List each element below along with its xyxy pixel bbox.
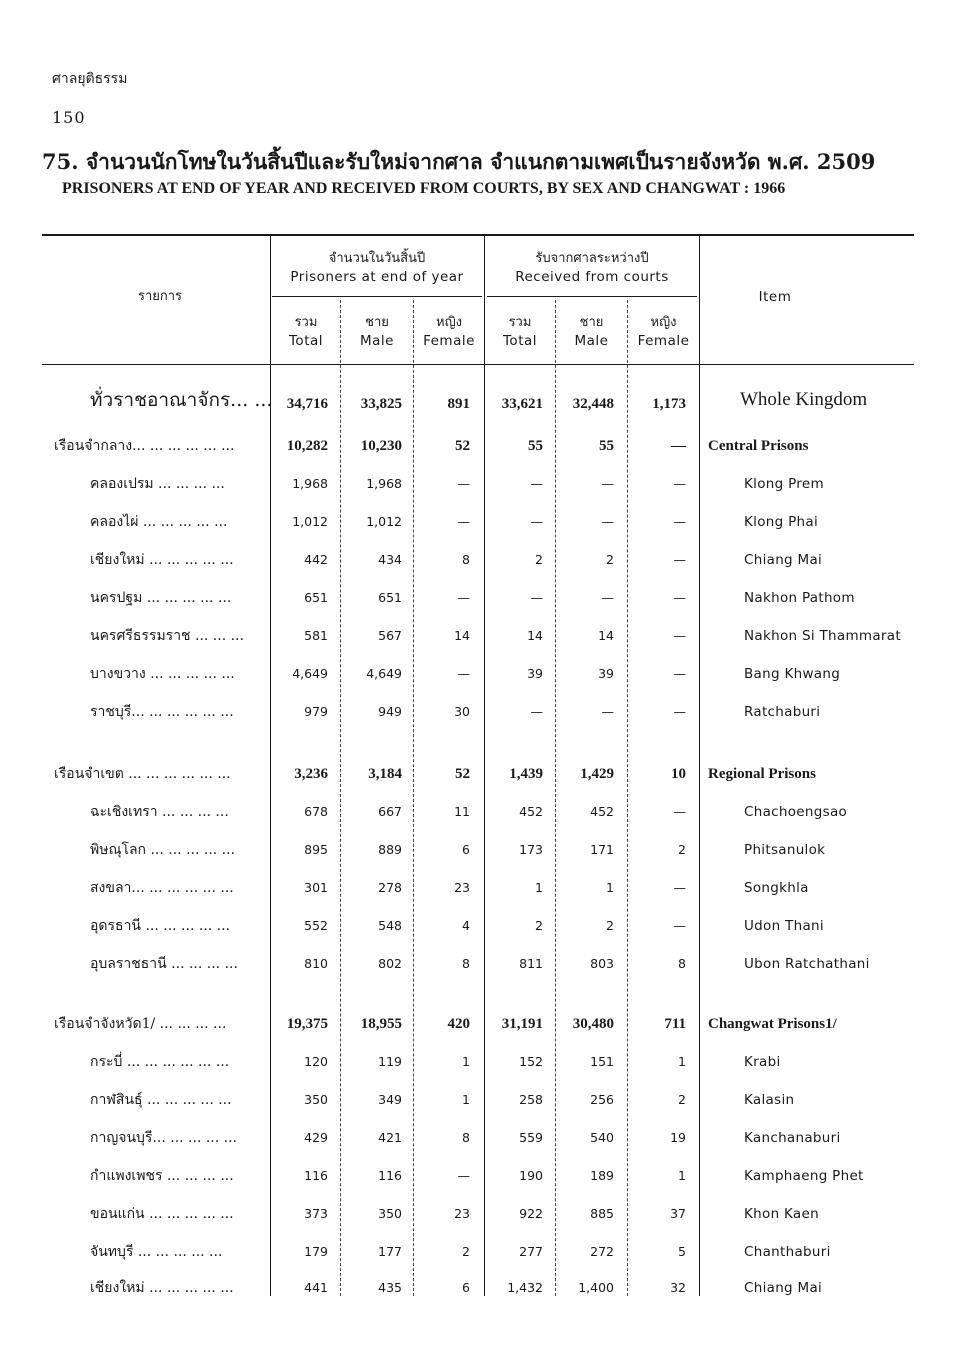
table-row — [0, 696, 966, 726]
value-cell: — — [673, 804, 686, 819]
value-cell: 151 — [590, 1054, 614, 1069]
value-cell: — — [601, 514, 614, 529]
row-label-english: Bang Khwang — [744, 666, 841, 682]
row-label-thai: ฉะเชิงเทรา ... ... ... ... — [90, 804, 229, 820]
group-header-received: รับจากศาลระหว่างปี Received from courts — [515, 251, 669, 285]
row-label-english: Changwat Prisons1/ — [708, 1016, 837, 1032]
row-label-thai: ขอนแก่น ... ... ... ... ... — [90, 1206, 234, 1222]
value-cell: 19 — [670, 1130, 686, 1145]
value-cell: 33,621 — [501, 396, 543, 412]
value-cell: 2 — [535, 918, 543, 933]
value-cell: 116 — [378, 1168, 402, 1183]
value-cell: — — [457, 514, 470, 529]
table-row — [0, 1198, 966, 1228]
value-cell: 651 — [378, 590, 402, 605]
value-cell: 39 — [598, 666, 614, 681]
table-row — [0, 1122, 966, 1152]
table-row — [0, 544, 966, 574]
value-cell: 277 — [519, 1244, 543, 1259]
value-cell: 922 — [519, 1206, 543, 1221]
value-cell: 2 — [535, 552, 543, 567]
table-row — [0, 468, 966, 498]
row-label-thai: กระบี่ ... ... ... ... ... ... — [90, 1054, 230, 1070]
row-label-thai: พิษณุโลก ... ... ... ... ... — [90, 842, 236, 858]
value-cell: 37 — [670, 1206, 686, 1221]
value-cell: 34,716 — [286, 396, 328, 412]
value-cell: — — [673, 666, 686, 681]
value-cell: 278 — [378, 880, 402, 895]
value-cell: 373 — [304, 1206, 328, 1221]
value-cell: 452 — [590, 804, 614, 819]
row-label-thai: กาฬสินธุ์ ... ... ... ... ... — [90, 1092, 232, 1108]
row-label-thai: ทั่วราชอาณาจักร... ... — [90, 389, 273, 411]
row-label-english: Kanchanaburi — [744, 1130, 841, 1146]
value-cell: 810 — [304, 956, 328, 971]
value-cell: 5 — [678, 1244, 686, 1259]
row-label-thai: เรือนจำจังหวัด1/ ... ... ... ... — [54, 1016, 227, 1032]
value-cell: 349 — [378, 1092, 402, 1107]
group-header-end-of-year: จำนวนในวันสิ้นปี Prisoners at end of year — [290, 251, 464, 285]
value-cell: 2 — [606, 552, 614, 567]
table-row — [0, 1272, 966, 1302]
value-cell: 1 — [462, 1092, 470, 1107]
row-label-thai: เรือนจำกลาง... ... ... ... ... ... — [54, 438, 235, 454]
row-label-english: Krabi — [744, 1054, 781, 1070]
row-label-english: Klong Prem — [744, 476, 824, 492]
table-row — [0, 582, 966, 612]
value-cell: — — [457, 1168, 470, 1183]
col-header-male: ชาย Male — [360, 315, 394, 349]
row-label-thai: เรือนจำเขต ... ... ... ... ... ... — [54, 766, 231, 782]
value-cell: — — [601, 704, 614, 719]
value-cell: 442 — [304, 552, 328, 567]
value-cell: 350 — [378, 1206, 402, 1221]
value-cell: 3,236 — [294, 766, 328, 782]
value-cell: 979 — [304, 704, 328, 719]
value-cell: 14 — [454, 628, 470, 643]
value-cell: 895 — [304, 842, 328, 857]
value-cell: 11 — [454, 804, 470, 819]
value-cell: — — [530, 476, 543, 491]
value-cell: 667 — [378, 804, 402, 819]
value-cell: 3,184 — [368, 766, 402, 782]
row-label-thai: เชียงใหม่ ... ... ... ... ... — [90, 1280, 234, 1296]
value-cell: 421 — [378, 1130, 402, 1145]
value-cell: 189 — [590, 1168, 614, 1183]
col-header-female: หญิง Female — [637, 315, 690, 349]
value-cell: 949 — [378, 704, 402, 719]
value-cell: 33,825 — [360, 396, 402, 412]
value-cell: — — [673, 628, 686, 643]
value-cell: 1,173 — [652, 396, 686, 412]
value-cell: — — [530, 590, 543, 605]
row-label-thai: เชียงใหม่ ... ... ... ... ... — [90, 552, 234, 568]
value-cell: 802 — [378, 956, 402, 971]
value-cell: 435 — [378, 1280, 402, 1295]
value-cell: 23 — [454, 1206, 470, 1221]
table-row — [0, 834, 966, 864]
value-cell: 256 — [590, 1092, 614, 1107]
value-cell: 1 — [678, 1168, 686, 1183]
value-cell: 1 — [535, 880, 543, 895]
value-cell: 1,432 — [507, 1280, 543, 1295]
row-label-thai: นครศรีธรรมราช ... ... ... — [90, 628, 244, 644]
page-number: 150 — [52, 108, 86, 127]
value-cell: 171 — [590, 842, 614, 857]
value-cell: 1,400 — [578, 1280, 614, 1295]
row-label-thai: อุบลราชธานี ... ... ... ... — [90, 956, 238, 972]
value-cell: 441 — [304, 1280, 328, 1295]
value-cell: 177 — [378, 1244, 402, 1259]
value-cell: 10 — [671, 766, 686, 782]
value-cell: 1,012 — [292, 514, 328, 529]
value-cell: 190 — [519, 1168, 543, 1183]
table-row — [0, 910, 966, 940]
row-label-english: Kalasin — [744, 1092, 795, 1108]
value-cell: 31,191 — [501, 1016, 543, 1032]
value-cell: 552 — [304, 918, 328, 933]
value-cell: 272 — [590, 1244, 614, 1259]
row-label-english: Chiang Mai — [744, 1280, 823, 1296]
col-header-total: รวม Total — [288, 315, 324, 349]
row-label-thai: บางขวาง ... ... ... ... ... — [90, 666, 235, 682]
row-label-thai: คลองเปรม ... ... ... ... — [90, 476, 225, 492]
table-title-english: PRISONERS AT END OF YEAR AND RECEIVED FROM COURTS, BY SEX AND CHANGWAT : 1966 — [62, 180, 786, 197]
value-cell: 8 — [462, 1130, 470, 1145]
value-cell: 10,282 — [286, 438, 328, 454]
row-label-thai: กำแพงเพชร ... ... ... ... — [90, 1168, 234, 1184]
value-cell: 32,448 — [572, 396, 614, 412]
value-cell: 18,955 — [360, 1016, 402, 1032]
value-cell: 14 — [598, 628, 614, 643]
table-row — [0, 430, 966, 460]
value-cell: 30 — [454, 704, 470, 719]
value-cell: 1 — [678, 1054, 686, 1069]
row-label-english: Kamphaeng Phet — [744, 1168, 864, 1184]
value-cell: — — [673, 704, 686, 719]
value-cell: 1 — [606, 880, 614, 895]
value-cell: 301 — [304, 880, 328, 895]
value-cell: 52 — [455, 766, 470, 782]
row-label-english: Khon Kaen — [744, 1206, 819, 1222]
value-cell: 55 — [528, 438, 543, 454]
table-row — [0, 388, 966, 418]
value-cell: — — [530, 704, 543, 719]
value-cell: — — [673, 880, 686, 895]
row-label-thai: กาญจนบุรี... ... ... ... ... — [90, 1130, 237, 1146]
row-label-english: Nakhon Si Thammarat — [744, 628, 901, 644]
table-row — [0, 796, 966, 826]
row-label-thai: นครปฐม ... ... ... ... ... — [90, 590, 232, 606]
value-cell: 32 — [670, 1280, 686, 1295]
value-cell: — — [673, 918, 686, 933]
value-cell: 803 — [590, 956, 614, 971]
row-label-thai: คลองไผ่ ... ... ... ... ... — [90, 514, 228, 530]
value-cell: 350 — [304, 1092, 328, 1107]
row-label-thai: สงขลา... ... ... ... ... ... — [90, 880, 234, 896]
value-cell: 711 — [664, 1016, 686, 1032]
value-cell: 23 — [454, 880, 470, 895]
row-label-english: Udon Thani — [744, 918, 824, 934]
value-cell: 39 — [527, 666, 543, 681]
value-cell: 581 — [304, 628, 328, 643]
value-cell: 891 — [447, 396, 470, 412]
value-cell: — — [673, 590, 686, 605]
row-label-english: Ratchaburi — [744, 704, 821, 720]
value-cell: — — [530, 514, 543, 529]
table-title-thai: 75. จำนวนนักโทษในวันสิ้นปีและรับใหม่จากศาล จำแนกตามเพศเป็นรายจังหวัด พ.ศ. 2509 — [42, 149, 876, 174]
value-cell: 152 — [519, 1054, 543, 1069]
value-cell: 14 — [527, 628, 543, 643]
row-label-english: Chanthaburi — [744, 1244, 831, 1260]
table-row — [0, 948, 966, 978]
value-cell: — — [601, 476, 614, 491]
value-cell: 30,480 — [572, 1016, 614, 1032]
value-cell: 8 — [462, 956, 470, 971]
value-cell: 8 — [462, 552, 470, 567]
value-cell: — — [601, 590, 614, 605]
value-cell: 2 — [678, 1092, 686, 1107]
table-row — [0, 658, 966, 688]
value-cell: 2 — [462, 1244, 470, 1259]
value-cell: 10,230 — [360, 438, 402, 454]
value-cell: 119 — [378, 1054, 402, 1069]
row-label-english: Klong Phai — [744, 514, 819, 530]
row-label-english: Phitsanulok — [744, 842, 826, 858]
row-label-thai: จันทบุรี ... ... ... ... ... — [90, 1244, 223, 1260]
value-cell: — — [457, 666, 470, 681]
value-cell: — — [671, 438, 686, 454]
value-cell: 116 — [304, 1168, 328, 1183]
value-cell: 420 — [447, 1016, 470, 1032]
row-label-english: Whole Kingdom — [740, 389, 868, 410]
value-cell: 540 — [590, 1130, 614, 1145]
col-header-male: ชาย Male — [574, 315, 609, 349]
value-cell: 452 — [519, 804, 543, 819]
col-header-total: รวม Total — [502, 315, 538, 349]
value-cell: 6 — [462, 1280, 470, 1295]
table-row — [0, 506, 966, 536]
value-cell: 811 — [519, 956, 543, 971]
value-cell: 52 — [455, 438, 470, 454]
item-header-thai: รายการ — [137, 289, 183, 304]
table-row — [0, 758, 966, 788]
value-cell: 885 — [590, 1206, 614, 1221]
value-cell: 1,012 — [366, 514, 402, 529]
value-cell: 889 — [378, 842, 402, 857]
value-cell: — — [457, 476, 470, 491]
value-cell: 1,968 — [366, 476, 402, 491]
table-row — [0, 1084, 966, 1114]
value-cell: 8 — [678, 956, 686, 971]
item-header-english: Item — [758, 289, 792, 305]
value-cell: 548 — [378, 918, 402, 933]
value-cell: 6 — [462, 842, 470, 857]
row-label-english: Nakhon Pathom — [744, 590, 855, 606]
row-label-english: Regional Prisons — [708, 766, 816, 782]
row-label-thai: ราชบุรี... ... ... ... ... ... — [90, 704, 234, 720]
section-label: ศาลยุติธรรม — [52, 71, 128, 87]
value-cell: 55 — [599, 438, 614, 454]
value-cell: 429 — [304, 1130, 328, 1145]
table-row — [0, 1046, 966, 1076]
table-row — [0, 1160, 966, 1190]
value-cell: 120 — [304, 1054, 328, 1069]
table-row — [0, 620, 966, 650]
table-row — [0, 1008, 966, 1038]
value-cell: 173 — [519, 842, 543, 857]
value-cell: 1,968 — [292, 476, 328, 491]
value-cell: — — [673, 514, 686, 529]
row-label-thai: อุดรธานี ... ... ... ... ... — [90, 918, 230, 934]
value-cell: 179 — [304, 1244, 328, 1259]
value-cell: — — [457, 590, 470, 605]
value-cell: 4,649 — [366, 666, 402, 681]
row-label-english: Ubon Ratchathani — [744, 956, 870, 972]
value-cell: 651 — [304, 590, 328, 605]
row-label-english: Chiang Mai — [744, 552, 823, 568]
value-cell: 258 — [519, 1092, 543, 1107]
value-cell: 19,375 — [286, 1016, 328, 1032]
value-cell: 678 — [304, 804, 328, 819]
value-cell: 2 — [678, 842, 686, 857]
value-cell: 1 — [462, 1054, 470, 1069]
row-label-english: Chachoengsao — [744, 804, 848, 820]
value-cell: 434 — [378, 552, 402, 567]
value-cell: 1,439 — [509, 766, 543, 782]
value-cell: 2 — [606, 918, 614, 933]
value-cell: — — [673, 476, 686, 491]
value-cell: 4 — [462, 918, 470, 933]
value-cell: 1,429 — [580, 766, 614, 782]
value-cell: — — [673, 552, 686, 567]
row-label-english: Central Prisons — [708, 438, 809, 454]
value-cell: 559 — [519, 1130, 543, 1145]
table-row — [0, 872, 966, 902]
table-row — [0, 1236, 966, 1266]
col-header-female: หญิง Female — [423, 315, 475, 349]
value-cell: 4,649 — [292, 666, 328, 681]
row-label-english: Songkhla — [744, 880, 809, 896]
value-cell: 567 — [378, 628, 402, 643]
